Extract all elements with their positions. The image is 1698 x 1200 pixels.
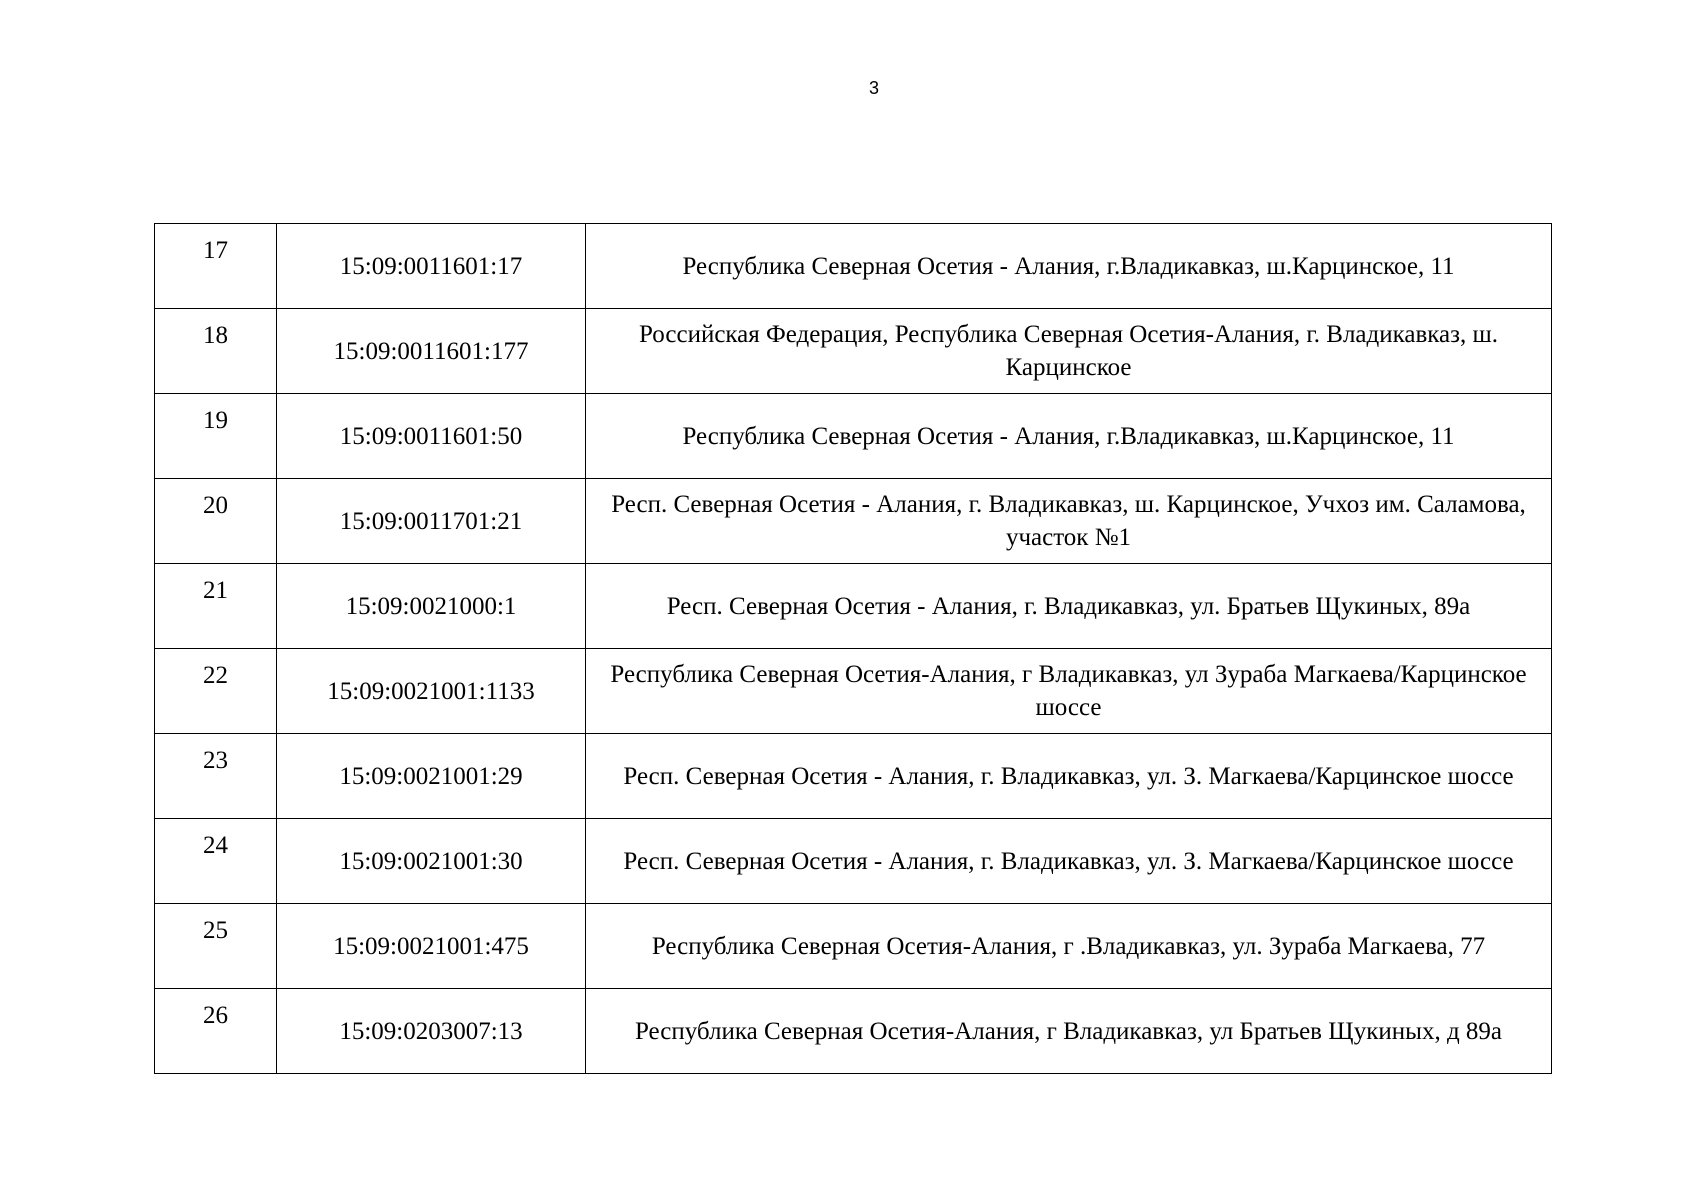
- row-number: 24: [155, 819, 277, 904]
- cadastral-number: 15:09:0021000:1: [277, 564, 586, 649]
- address: Респ. Северная Осетия - Алания, г. Владикавказ, ул. З. Магкаева/Карцинское шоссе: [586, 734, 1552, 819]
- table-row: [155, 394, 1552, 479]
- cadastral-number: 15:09:0203007:13: [277, 989, 586, 1074]
- row-number: 17: [155, 224, 277, 309]
- address: Республика Северная Осетия - Алания, г.Владикавказ, ш.Карцинское, 11: [586, 394, 1552, 479]
- cadastral-number: 15:09:0021001:29: [277, 734, 586, 819]
- cadastral-number: 15:09:0021001:1133: [277, 649, 586, 734]
- address: Республика Северная Осетия-Алания, г Владикавказ, ул Зураба Магкаева/Карцинское шоссе: [586, 649, 1552, 734]
- table-row: [155, 734, 1552, 819]
- row-number: 23: [155, 734, 277, 819]
- address: Республика Северная Осетия - Алания, г.Владикавказ, ш.Карцинское, 11: [586, 224, 1552, 309]
- cadastral-number: 15:09:0021001:30: [277, 819, 586, 904]
- row-number: 21: [155, 564, 277, 649]
- row-number: 25: [155, 904, 277, 989]
- row-number: 26: [155, 989, 277, 1074]
- land-plot-table: [154, 223, 1552, 1074]
- table-row: [155, 904, 1552, 989]
- address: Респ. Северная Осетия - Алания, г. Владикавказ, ш. Карцинское, Учхоз им. Саламова, участок №1: [586, 479, 1552, 564]
- address: Республика Северная Осетия-Алания, г Владикавказ, ул Братьев Щукиных, д 89а: [586, 989, 1552, 1074]
- cadastral-number: 15:09:0011601:17: [277, 224, 586, 309]
- cadastral-number: 15:09:0011601:50: [277, 394, 586, 479]
- row-number: 22: [155, 649, 277, 734]
- cadastral-number: 15:09:0011701:21: [277, 479, 586, 564]
- address: Республика Северная Осетия-Алания, г .Владикавказ, ул. Зураба Магкаева, 77: [586, 904, 1552, 989]
- row-number: 18: [155, 309, 277, 394]
- address: Респ. Северная Осетия - Алания, г. Владикавказ, ул. З. Магкаева/Карцинское шоссе: [586, 819, 1552, 904]
- table-row: [155, 819, 1552, 904]
- table-row: [155, 224, 1552, 309]
- table-row: [155, 989, 1552, 1074]
- address: Респ. Северная Осетия - Алания, г. Владикавказ, ул. Братьев Щукиных, 89а: [586, 564, 1552, 649]
- cadastral-number: 15:09:0011601:177: [277, 309, 586, 394]
- row-number: 20: [155, 479, 277, 564]
- cadastral-number: 15:09:0021001:475: [277, 904, 586, 989]
- table-row: [155, 649, 1552, 734]
- table-row: [155, 479, 1552, 564]
- table-row: [155, 309, 1552, 394]
- row-number: 19: [155, 394, 277, 479]
- page-number: 3: [868, 78, 879, 98]
- address: Российская Федерация, Республика Северная Осетия-Алания, г. Владикавказ, ш. Карцинское: [586, 309, 1552, 394]
- table-row: [155, 564, 1552, 649]
